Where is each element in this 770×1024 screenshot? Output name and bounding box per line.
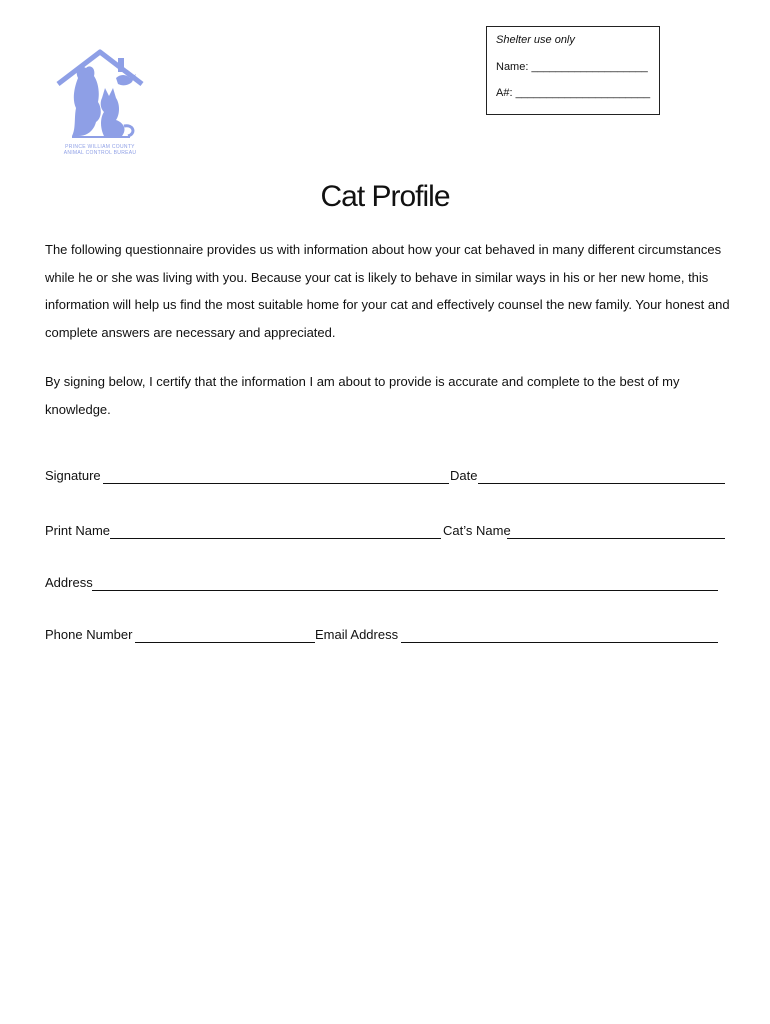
- intro-paragraph: The following questionnaire provides us with information about how your cat behaved in many different circumstances while he or she was living with you. Because your cat is likely to behave in similar ways in his or her new home, this information will help us find the most suitable home for your cat and effectively counsel the new family. Your honest and complete answers are necessary and appreciated.: [45, 242, 730, 340]
- shelter-name-field[interactable]: Name: ___________________: [496, 61, 648, 73]
- house-pets-logo-icon: [50, 48, 150, 144]
- address-label: Address: [45, 575, 93, 590]
- certification-paragraph: By signing below, I certify that the information I am about to provide is accurate and complete to the best of my knowledge.: [45, 374, 680, 417]
- email-line[interactable]: [401, 642, 718, 643]
- address-line[interactable]: [92, 590, 718, 591]
- address-row: [45, 575, 725, 597]
- signature-label: Signature: [45, 468, 101, 483]
- shelter-logo: [50, 48, 150, 160]
- email-label: Email Address: [315, 627, 399, 642]
- print-name-label: Print Name: [45, 523, 111, 538]
- shelter-a-number-field[interactable]: A#: ______________________: [496, 87, 651, 99]
- page-title: Cat Profile: [320, 180, 450, 213]
- cats-name-line[interactable]: [507, 538, 725, 539]
- phone-label: Phone Number: [45, 627, 133, 642]
- phone-line[interactable]: [135, 642, 315, 643]
- signature-date-row: [45, 468, 725, 490]
- signature-line[interactable]: [103, 483, 449, 484]
- date-line[interactable]: [478, 483, 725, 484]
- cats-name-label: Cat’s Name: [443, 523, 511, 538]
- logo-caption-line2: ANIMAL CONTROL BUREAU: [63, 150, 137, 156]
- print-name-cat-name-row: [45, 523, 725, 545]
- date-label: Date: [450, 468, 478, 483]
- logo-caption: [50, 144, 150, 156]
- shelter-use-box: [486, 26, 660, 115]
- print-name-line[interactable]: [110, 538, 441, 539]
- logo-caption-line1: PRINCE WILLIAM COUNTY: [65, 144, 135, 150]
- shelter-use-title: Shelter use only: [496, 34, 575, 46]
- phone-email-row: [45, 627, 725, 649]
